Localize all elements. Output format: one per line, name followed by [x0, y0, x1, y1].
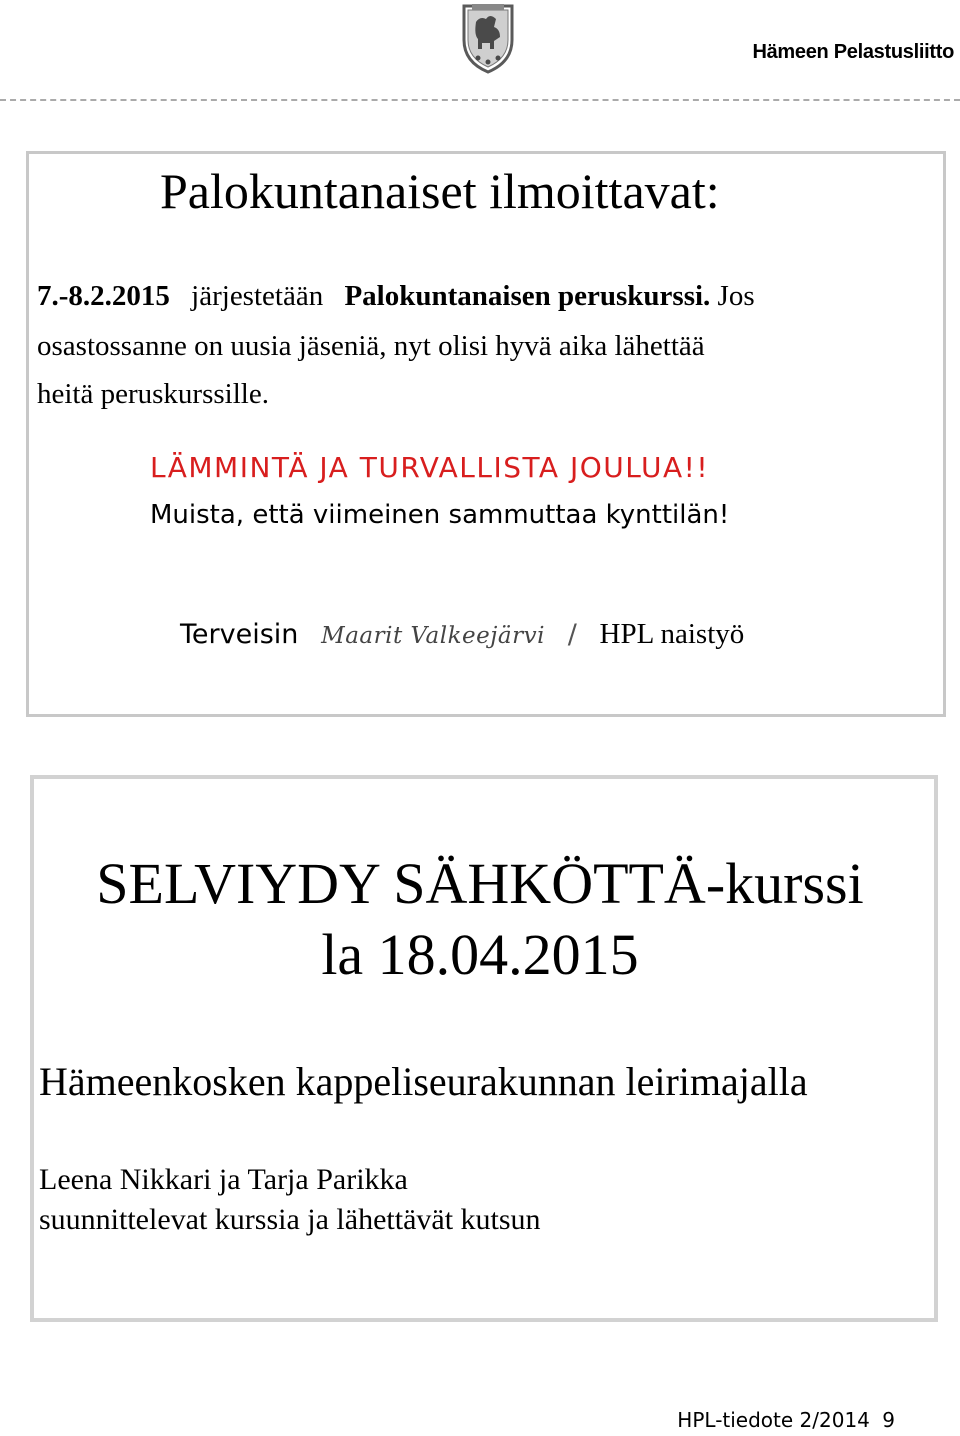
course-name: Palokuntanaisen peruskurssi.	[344, 280, 711, 312]
signature-name: Maarit Valkeejärvi	[321, 623, 545, 649]
christmas-greeting: LÄMMINTÄ JA TURVALLISTA JOULUA!!	[150, 451, 710, 484]
page-number: 9	[882, 1408, 895, 1432]
organizers-line-1: Leena Nikkari ja Tarja Parikka	[39, 1163, 408, 1196]
candle-reminder: Muista, että viimeinen sammuttaa kynttilän!	[150, 500, 730, 530]
page-footer	[677, 1408, 895, 1432]
organizers-line-2: suunnittelevat kurssia ja lähettävät kutsun	[39, 1203, 541, 1236]
signature-line	[180, 618, 744, 651]
page-header	[0, 0, 960, 100]
announcement-line-2: osastossanne on uusia jäseniä, nyt olisi hyvä aika lähettää	[37, 330, 705, 362]
line1-end: Jos	[717, 280, 755, 312]
announcement-line-1	[37, 280, 755, 313]
coat-of-arms-crest-icon	[458, 0, 518, 76]
course-title: SELVIYDY SÄHKÖTTÄ-kurssi	[96, 851, 864, 916]
group-name: HPL naistyö	[599, 618, 745, 650]
publication-name: HPL-tiedote 2/2014	[677, 1408, 870, 1432]
course-date: 7.-8.2.2015	[37, 280, 170, 312]
course-date-line: la 18.04.2015	[321, 922, 639, 987]
signature-separator: /	[567, 619, 577, 650]
line1-verb: järjestetään	[191, 280, 324, 312]
organization-name: Hämeen Pelastusliitto	[752, 41, 954, 63]
regards-label: Terveisin	[180, 619, 299, 650]
course-location: Hämeenkosken kappeliseurakunnan leirimajalla	[39, 1059, 808, 1104]
announcement-title: Palokuntanaiset ilmoittavat:	[160, 163, 720, 219]
header-divider	[0, 99, 960, 101]
announcement-line-3: heitä peruskurssille.	[37, 378, 269, 410]
